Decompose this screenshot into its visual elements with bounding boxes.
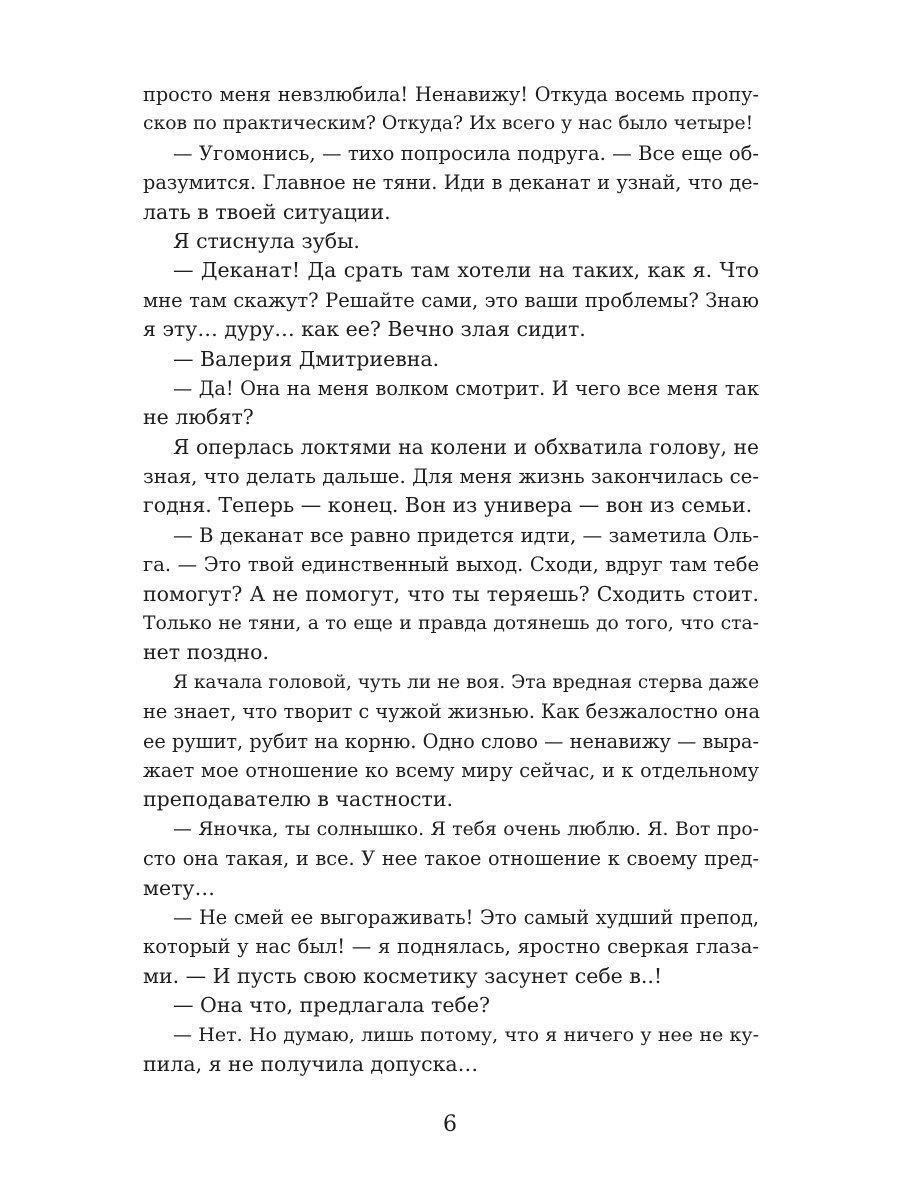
body-text — [143, 80, 759, 1079]
text-line: сков по практическим? Откуда? Их всего у нас было четыре! — [143, 113, 754, 135]
text-line: жает мое отношение ко всему миру сейчас, и к отдельному — [143, 758, 759, 782]
text-line: — Угомонись, — тихо попросила подруга. — Все еще об- — [173, 141, 759, 165]
text-line: я эту… дуру… как ее? Вечно злая сидит. — [143, 317, 586, 342]
text-line: преподавателю в частности. — [143, 787, 454, 812]
text-line: — Не смей ее выгораживать! Это самый худший препод, — [173, 905, 759, 929]
text-line: — Она что, предлагала тебе? — [173, 993, 490, 1018]
text-line: Я качала головой, чуть ли не воя. Эта вредная стерва даже — [173, 671, 760, 693]
text-line: лать в твоей ситуации. — [143, 199, 391, 224]
text-line: мету… — [143, 875, 215, 900]
text-line: ми. — И пусть свою косметику засунет себе в..! — [143, 963, 663, 988]
text-line: — Нет. Но думаю, лишь потому, что я ничего у нее не ку- — [173, 1023, 759, 1046]
text-line: просто меня невзлюбила! Ненавижу! Откуда восемь пропу- — [143, 83, 759, 106]
text-line: — Деканат! Да срать там хотели на таких, как я. Что — [173, 258, 759, 283]
text-line: — Да! Она на меня волком смотрит. И чего все меня так — [173, 376, 759, 400]
text-line: Я оперлась локтями на колени и обхватила голову, не — [173, 434, 759, 459]
text-line: Только не тяни, а то еще и правда дотянешь до того, что ста- — [143, 613, 759, 635]
text-line: годня. Теперь — конец. Вон из универа — вон из семьи. — [143, 493, 753, 518]
text-line: — Яночка, ты солнышко. Я тебя очень люблю. Я. Вот про- — [173, 818, 759, 840]
text-line: помогут? А не помогут, что ты теряешь? Сходить стоит. — [143, 581, 759, 606]
text-line: нет поздно. — [143, 640, 269, 665]
text-line: — В деканат все равно придется идти, — заметила Оль- — [173, 523, 759, 547]
text-line: га. — Это твой единственный выход. Сходи, вдруг там тебе — [143, 553, 759, 577]
page-number: 6 — [443, 1112, 457, 1137]
text-line: Я стиснула зубы. — [173, 228, 360, 253]
text-line: ее рушит, рубит на корню. Одно слово — ненавижу — выра- — [143, 729, 759, 753]
text-line: мне там скажут? Решайте сами, это ваши проблемы? Знаю — [143, 288, 759, 312]
text-line: сто она такая, и все. У нее такое отношение к своему пред- — [143, 847, 759, 871]
text-line: зная, что делать дальше. Для меня жизнь закончилась се- — [143, 465, 759, 489]
text-line: — Валерия Дмитриевна. — [173, 346, 440, 371]
text-line: пила, я не получила допуска… — [143, 1051, 479, 1076]
text-line: не любят? — [143, 405, 254, 430]
text-line: который у нас был! — я поднялась, яростно сверкая глаза- — [143, 935, 759, 959]
text-line: разумится. Главное не тяни. Иди в деканат и узнай, что де- — [143, 171, 759, 195]
text-line: не знает, что творит с чужой жизнью. Как безжалостно она — [143, 700, 760, 724]
